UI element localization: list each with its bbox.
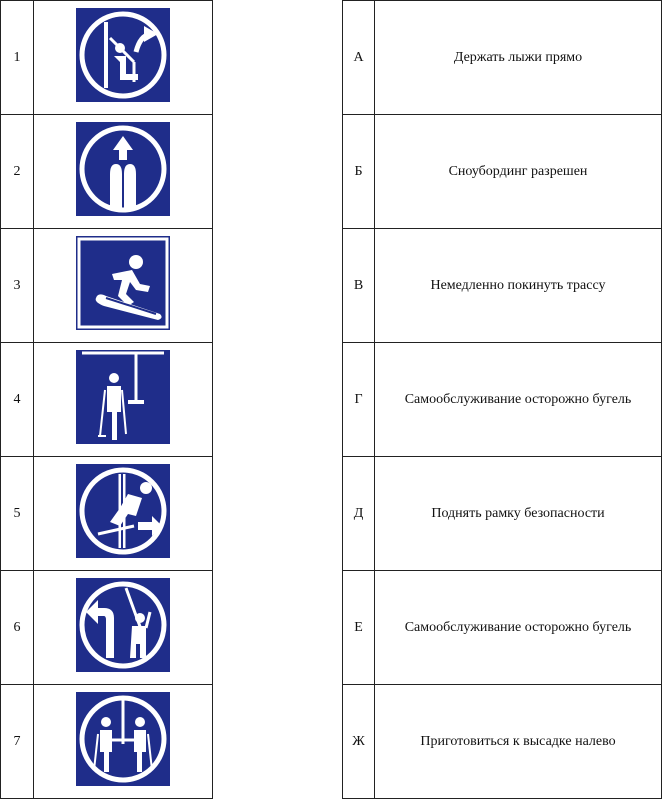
meaning-text: Немедленно покинуть трассу xyxy=(375,229,662,343)
t-bar-self-service-icon xyxy=(76,350,170,444)
sign-cell xyxy=(34,1,213,115)
meanings-table xyxy=(342,0,662,799)
sign-number: 2 xyxy=(1,115,34,229)
meaning-text: Самообслуживание осторожно бугель xyxy=(375,571,662,685)
meaning-text: Поднять рамку безопасности xyxy=(375,457,662,571)
table-row xyxy=(1,343,213,457)
meaning-letter: Ж xyxy=(343,685,375,799)
sign-number: 3 xyxy=(1,229,34,343)
chairlift-safety-bar-icon xyxy=(76,8,170,102)
table-row xyxy=(1,457,213,571)
meaning-text: Сноубординг разрешен xyxy=(375,115,662,229)
sign-number: 6 xyxy=(1,571,34,685)
table-row xyxy=(1,571,213,685)
meaning-letter: А xyxy=(343,1,375,115)
table-row xyxy=(1,1,213,115)
sign-number: 4 xyxy=(1,343,34,457)
table-row xyxy=(343,343,662,457)
meaning-text: Самообслуживание осторожно бугель xyxy=(375,343,662,457)
skis-straight-arrow-icon xyxy=(76,122,170,216)
meaning-letter: Б xyxy=(343,115,375,229)
sign-cell xyxy=(34,571,213,685)
meaning-text: Приготовиться к высадке налево xyxy=(375,685,662,799)
meaning-letter: Г xyxy=(343,343,375,457)
sign-cell xyxy=(34,229,213,343)
sign-cell xyxy=(34,343,213,457)
snowboarder-icon xyxy=(76,236,170,330)
table-row xyxy=(1,115,213,229)
table-row xyxy=(343,115,662,229)
sign-number: 5 xyxy=(1,457,34,571)
table-row xyxy=(1,685,213,799)
t-bar-two-skiers-icon xyxy=(76,692,170,786)
table-row xyxy=(1,229,213,343)
table-row xyxy=(343,571,662,685)
meaning-letter: Е xyxy=(343,571,375,685)
table-row xyxy=(343,229,662,343)
table-row xyxy=(343,457,662,571)
meaning-letter: В xyxy=(343,229,375,343)
sign-number: 1 xyxy=(1,1,34,115)
exit-left-icon xyxy=(76,578,170,672)
table-row xyxy=(343,685,662,799)
sign-cell xyxy=(34,685,213,799)
sign-cell xyxy=(34,457,213,571)
meaning-text: Держать лыжи прямо xyxy=(375,1,662,115)
meaning-letter: Д xyxy=(343,457,375,571)
leave-track-icon xyxy=(76,464,170,558)
signs-table xyxy=(0,0,213,799)
sign-number: 7 xyxy=(1,685,34,799)
table-row xyxy=(343,1,662,115)
sign-cell xyxy=(34,115,213,229)
